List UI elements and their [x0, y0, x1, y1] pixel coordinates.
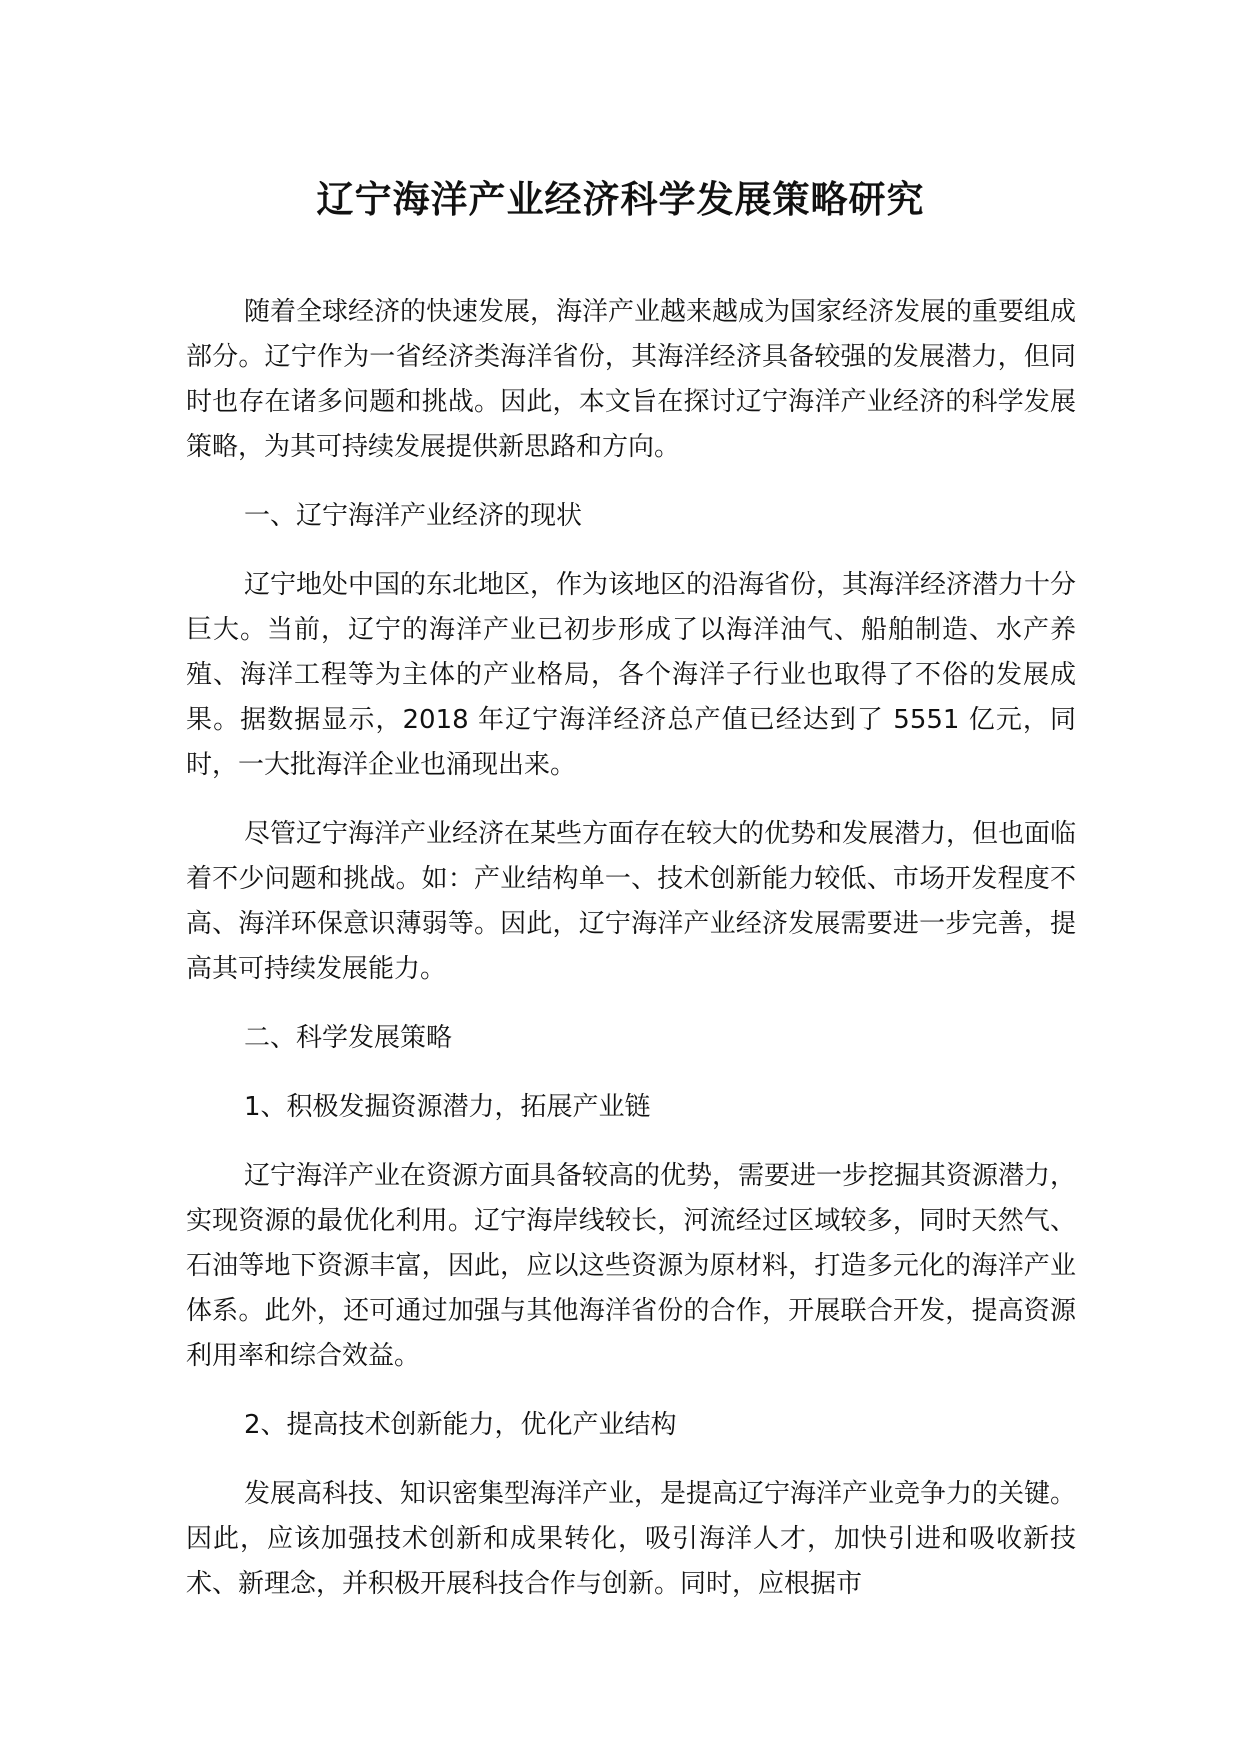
section-heading-status: 一、辽宁海洋产业经济的现状: [244, 501, 583, 531]
strategy-paragraph-1: 辽宁海洋产业在资源方面具备较高的优势，需要进一步挖掘其资源潜力，实现资源的最优化利用。辽宁海岸线较长，河流经过区域较多，同时天然气、石油等地下资源丰富，因此，应以这些资源为原材料，打造多元化的海洋产业体系。此外，还可通过加强与其他海洋省份的合作，开展联合开发，提高资源利用率和综合效益。: [186, 1161, 1077, 1371]
subsection-heading-1: 1、积极发掘资源潜力，拓展产业链: [244, 1092, 651, 1122]
subsection-heading-2: 2、提高技术创新能力，优化产业结构: [244, 1410, 677, 1440]
strategy-paragraph-2: 发展高科技、知识密集型海洋产业，是提高辽宁海洋产业竞争力的关键。因此，应该加强技术创新和成果转化，吸引海洋人才，加快引进和吸收新技术、新理念，并积极开展科技合作与创新。同时，应根据市: [186, 1479, 1077, 1599]
document-title: 辽宁海洋产业经济科学发展策略研究: [316, 178, 925, 221]
status-paragraph-2: 尽管辽宁海洋产业经济在某些方面存在较大的优势和发展潜力，但也面临着不少问题和挑战。如：产业结构单一、技术创新能力较低、市场开发程度不高、海洋环保意识薄弱等。因此，辽宁海洋产业经济发展需要进一步完善，提高其可持续发展能力。: [186, 819, 1077, 984]
status-paragraph-1: 辽宁地处中国的东北地区，作为该地区的沿海省份，其海洋经济潜力十分巨大。当前，辽宁的海洋产业已初步形成了以海洋油气、船舶制造、水产养殖、海洋工程等为主体的产业格局，各个海洋子行业也取得了不俗的发展成果。据数据显示，2018 年辽宁海洋经济总产值已经达到了 5551 亿元，同时，一大批海洋企业也涌现出来。: [186, 570, 1077, 780]
section-heading-strategy: 二、科学发展策略: [244, 1023, 453, 1053]
intro-paragraph: 随着全球经济的快速发展，海洋产业越来越成为国家经济发展的重要组成部分。辽宁作为一省经济类海洋省份，其海洋经济具备较强的发展潜力，但同时也存在诸多问题和挑战。因此，本文旨在探讨辽宁海洋产业经济的科学发展策略，为其可持续发展提供新思路和方向。: [186, 297, 1077, 462]
document-body: [186, 290, 1076, 1631]
